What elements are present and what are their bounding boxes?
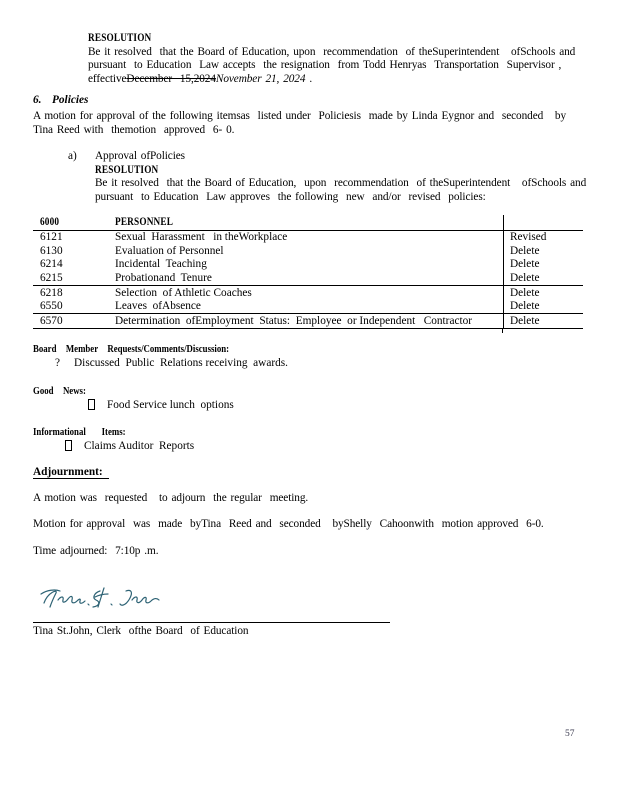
adjournment-paragraph: Motion for approval was made byTina Reed and seconded byShelly Cahoonwith motion approved 6-0. [33, 518, 544, 531]
adjournment-paragraph: Time adjourned: 7:10p .m. [33, 544, 159, 557]
policy-title: Selection of Athletic Coaches [115, 286, 252, 299]
resolution-line [88, 73, 585, 87]
good-news-bullet-item [88, 398, 618, 412]
good-news-text: Good News: [33, 384, 86, 397]
policy-table [33, 215, 583, 329]
handwritten-signature [38, 578, 618, 616]
policy-code: 6570 [40, 314, 63, 327]
board-member-requests-text: Board Member Requests/Comments/Discussion: [33, 342, 230, 355]
policy-code: 6130 [40, 244, 63, 257]
policy-code: 6214 [40, 258, 63, 271]
policy-title: Determination ofEmployment Status: Employee or Independent Contractor [115, 314, 473, 327]
resolution-heading-text: RESOLUTION [95, 163, 159, 176]
clerk-name-line: Tina St.John, Clerk ofthe Board of Education [33, 625, 249, 638]
policy-title: Sexual Harassment in theWorkplace [115, 231, 288, 244]
table-row [33, 258, 583, 272]
table-row [33, 286, 583, 300]
header-status-cell [503, 215, 583, 230]
list-marker: a) [68, 150, 77, 162]
bullet-text: Claims Auditor Reports [84, 439, 195, 452]
signature-line [33, 622, 390, 623]
resolution-heading-text: RESOLUTION [88, 32, 152, 44]
policy-status: Delete [503, 286, 583, 300]
header-code-cell [33, 215, 115, 230]
signature-ink-icon [38, 578, 173, 616]
policy-status: Delete [503, 244, 583, 258]
resolution-line: pursuant to Education Law approves the following new and/or revised policies: [95, 190, 486, 203]
policy-code: 6218 [40, 286, 63, 299]
bullet-text: Discussed Public Relations receiving awards. [74, 356, 288, 369]
resolution-heading [88, 32, 585, 46]
policy-status: Delete [503, 299, 583, 313]
resolution-line: Be it resolved that the Board of Education, upon recommendation of theSuperintendent ofSchools and [95, 177, 587, 189]
adjournment-heading-text: Adjournment: [33, 466, 109, 479]
header-code-text: 6000 [40, 216, 60, 229]
adjournment-paragraph: A motion was requested to adjourn the regular meeting. [33, 491, 309, 504]
policy-code: 6550 [40, 300, 63, 313]
effective-text: effective [88, 72, 127, 85]
resolution-line: pursuant to Education Law accepts the resignation from Todd Henryas Transportation Supervisor , [88, 59, 562, 71]
good-news-label [33, 384, 618, 398]
informational-bullet-item [65, 439, 618, 453]
resolution-line: Be it resolved that the Board of Education, upon recommendation of theSuperintendent ofSchools and [88, 45, 576, 58]
informational-items-label [33, 425, 618, 439]
policy-status: Delete [503, 258, 583, 272]
policy-code: 6121 [40, 231, 63, 244]
policy-table-header [33, 215, 583, 231]
struck-date: December 15,2024 [126, 72, 216, 85]
bullet-text: Food Service lunch options [107, 398, 234, 411]
table-row [33, 244, 583, 258]
section-title: Policies [52, 94, 89, 106]
resolution-heading [95, 164, 585, 178]
resolution-block-2 [95, 164, 585, 205]
policy-status: Delete [503, 314, 583, 328]
page-number: 57 [565, 729, 575, 739]
resolution-block-1 [88, 32, 585, 86]
approval-item-title: Approval ofPolicies [95, 150, 185, 162]
policies-motion-paragraph [33, 110, 585, 137]
revised-date: November 21, 2024 [215, 72, 306, 85]
approval-item-block [68, 150, 585, 204]
tofu-box-icon [65, 440, 72, 451]
policies-section-heading [33, 93, 618, 107]
section-number: 6. [33, 94, 42, 106]
header-title-cell [115, 215, 503, 230]
board-member-bullet-item [55, 356, 618, 370]
header-title-text: PERSONNEL [115, 216, 174, 229]
policy-status: Revised [503, 231, 583, 245]
table-vertical-rule-tail [33, 329, 583, 333]
paragraph-line: Tina Reed with themotion approved 6- 0. [33, 123, 235, 136]
policy-title: Incidental Teaching [115, 258, 207, 271]
line-suffix: . [305, 72, 313, 85]
paragraph-line: A motion for approval of the following itemsas listed under Policiesis made by Linda Eygnor and seconded by [33, 110, 567, 122]
informational-items-text: Informational Items: [33, 425, 126, 438]
table-row [33, 231, 583, 245]
approval-item-heading [68, 150, 585, 164]
table-row [33, 271, 583, 286]
question-bullet-icon: ? [55, 356, 61, 369]
adjournment-heading [33, 465, 618, 479]
table-row [33, 299, 583, 314]
board-member-requests-label [33, 342, 618, 356]
policy-title: Probationand Tenure [115, 272, 212, 285]
table-row [33, 314, 583, 329]
policy-title: Leaves ofAbsence [115, 300, 201, 313]
tofu-box-icon [88, 399, 95, 410]
policy-title: Evaluation of Personnel [115, 244, 224, 257]
policy-status: Delete [503, 271, 583, 285]
policy-code: 6215 [40, 272, 63, 285]
